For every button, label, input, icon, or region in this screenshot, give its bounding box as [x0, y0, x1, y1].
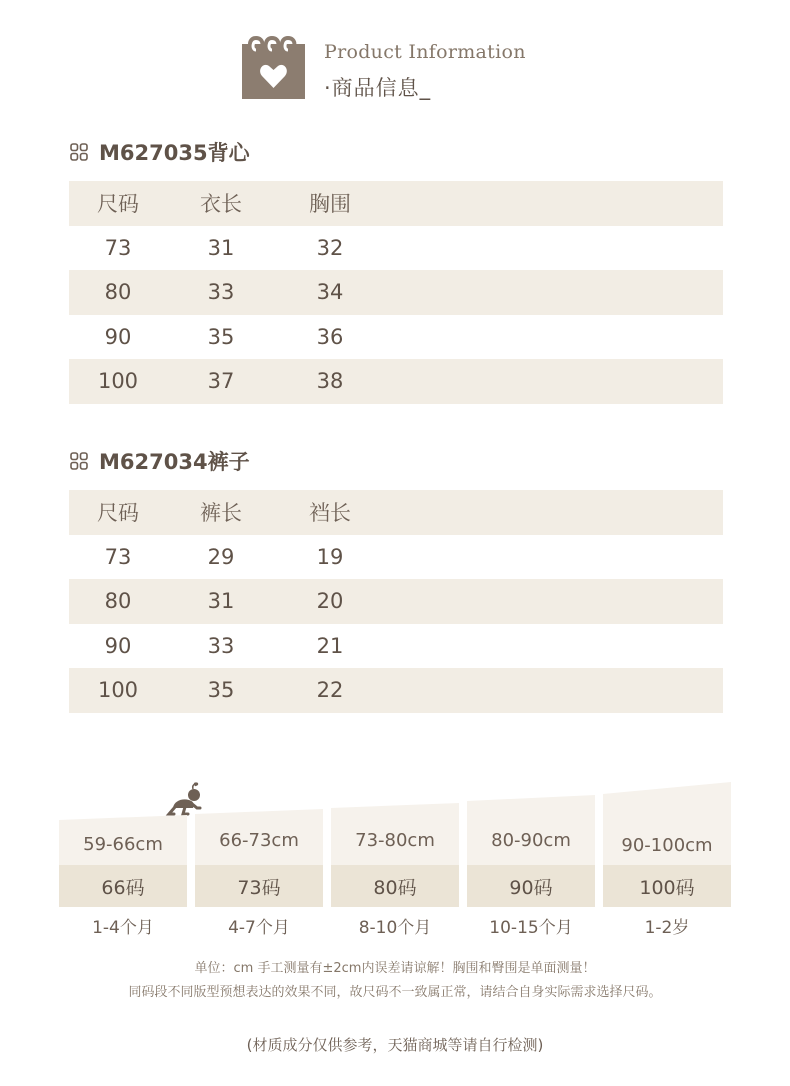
- table-cell: 100: [97, 369, 139, 394]
- table-cell: 38: [316, 369, 344, 394]
- size-label: 100码: [603, 865, 731, 907]
- size-label: 73码: [195, 865, 323, 907]
- material-disclaimer: (材质成分仅供参考，天猫商城等请自行检测): [246, 1036, 544, 1054]
- column-header: 尺码: [97, 501, 139, 526]
- size-label: 80码: [331, 865, 459, 907]
- column-header: 衣长: [200, 192, 242, 217]
- table-cell: 32: [316, 235, 344, 260]
- column-header: 裤长: [200, 501, 242, 526]
- age-size-guide: [0, 770, 790, 950]
- pants-table-title: M627034裤子: [99, 450, 250, 474]
- measurement-note: 单位：cm 手工测量有±2cm内误差请谅解！胸围和臀围是单面测量！: [194, 961, 596, 976]
- age-label: 4-7个月: [228, 917, 290, 938]
- table-cell: 20: [316, 589, 344, 614]
- table-row: [69, 624, 723, 669]
- table-cell: 31: [207, 235, 235, 260]
- table-cell: 33: [207, 633, 235, 658]
- height-range: 66-73cm: [219, 830, 299, 851]
- table-cell: 33: [207, 280, 235, 305]
- table-cell: 37: [207, 369, 235, 394]
- table-cell: 19: [316, 544, 344, 569]
- column-header: 胸围: [309, 192, 351, 217]
- product-info-header: [242, 36, 572, 106]
- pants-size-table: [69, 490, 723, 713]
- table-row: [69, 668, 723, 713]
- table-cell: 35: [207, 324, 235, 349]
- table-cell: 73: [104, 235, 132, 260]
- header-title-en: Product Information: [324, 41, 526, 63]
- table-cell: 90: [104, 633, 132, 658]
- table-row: [69, 535, 723, 580]
- column-header: 尺码: [97, 192, 139, 217]
- sizing-note: 同码段不同版型预想表达的效果不同，故尺码不一致属正常，请结合自身实际需求选择尺码。: [128, 985, 662, 1000]
- size-label: 66码: [59, 865, 187, 907]
- table-cell: 36: [316, 324, 344, 349]
- table-header-row: [69, 181, 723, 226]
- table-cell: 22: [316, 678, 344, 703]
- grid-icon: [69, 142, 89, 162]
- table-cell: 73: [104, 544, 132, 569]
- table-cell: 35: [207, 678, 235, 703]
- height-range: 80-90cm: [491, 830, 571, 851]
- age-label: 8-10个月: [358, 917, 432, 938]
- age-label: 10-15个月: [489, 917, 573, 938]
- table-row: [69, 226, 723, 271]
- table-row: [69, 315, 723, 360]
- age-label: 1-2岁: [644, 917, 690, 938]
- table-row: [69, 270, 723, 315]
- vest-table-title: M627035背心: [99, 141, 250, 165]
- table-cell: 90: [104, 324, 132, 349]
- table-row: [69, 579, 723, 624]
- gift-bag-heart-icon: [242, 36, 305, 99]
- vest-section-title: [69, 138, 250, 166]
- vest-size-table: [69, 181, 723, 404]
- pants-section-title: [69, 447, 250, 475]
- age-label: 1-4个月: [92, 917, 154, 938]
- size-label: 90码: [467, 865, 595, 907]
- table-cell: 80: [104, 280, 132, 305]
- header-title-cn: ·商品信息_: [324, 76, 432, 100]
- table-row: [69, 359, 723, 404]
- grid-icon: [69, 451, 89, 471]
- height-range: 90-100cm: [621, 835, 713, 856]
- table-cell: 31: [207, 589, 235, 614]
- table-cell: 100: [97, 678, 139, 703]
- table-cell: 21: [316, 633, 344, 658]
- table-cell: 80: [104, 589, 132, 614]
- height-range: 59-66cm: [83, 834, 163, 855]
- table-cell: 34: [316, 280, 344, 305]
- table-cell: 29: [207, 544, 235, 569]
- table-header-row: [69, 490, 723, 535]
- column-header: 裆长: [309, 501, 351, 526]
- height-range: 73-80cm: [355, 830, 435, 851]
